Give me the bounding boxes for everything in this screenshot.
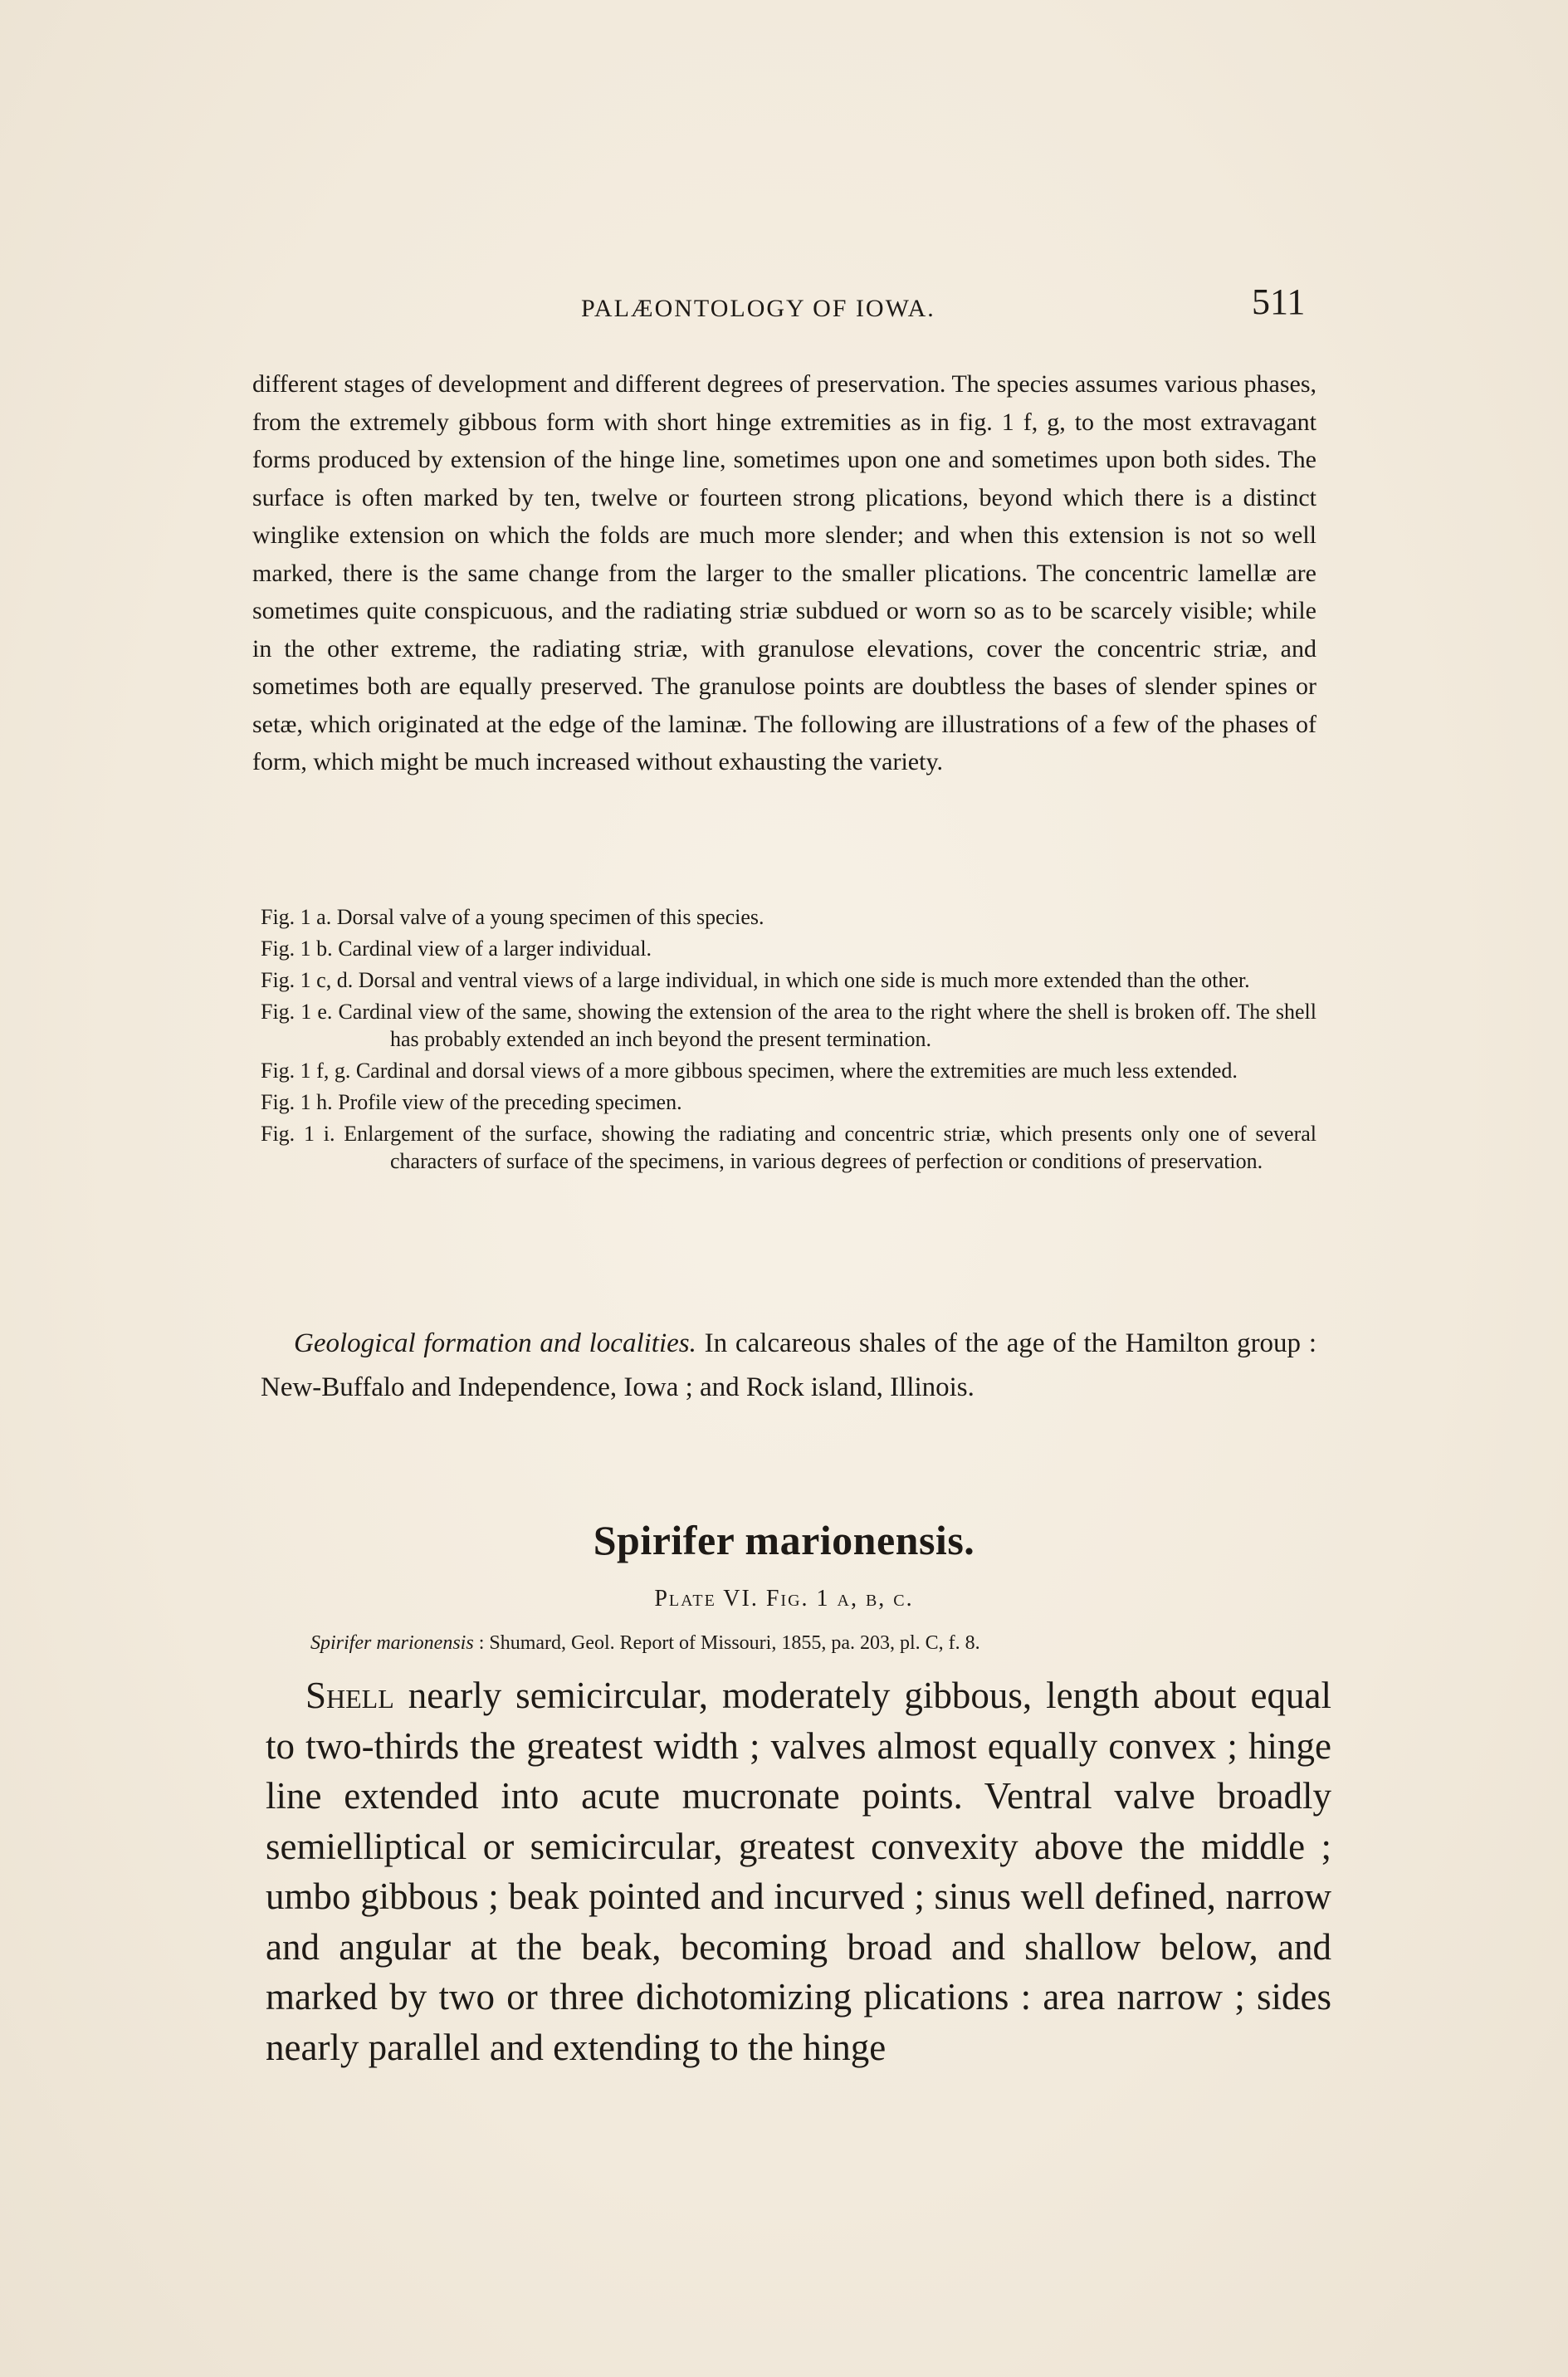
figure-text: Cardinal view of a larger individual. — [338, 937, 652, 961]
figure-text: Dorsal valve of a young specimen of this species. — [336, 905, 764, 929]
running-head: PALÆONTOLOGY OF IOWA. — [581, 295, 935, 322]
species-title: Spirifer marionensis. — [593, 1517, 975, 1563]
geology-text: In calcareous shales of the age of the Hamilton group : New-Buffalo and Independence, Iowa ; and Rock island, Illinois. — [261, 1328, 1316, 1402]
citation — [310, 1632, 1316, 1655]
geology-paragraph — [261, 1322, 1316, 1410]
figure-text: Cardinal and dorsal views of a more gibbous specimen, where the extremities are much less extended. — [355, 1059, 1238, 1083]
figure-caption — [261, 935, 1316, 962]
figure-label: Fig. 1 e. — [261, 1000, 333, 1024]
description-text: nearly semicircular, moderately gibbous, length about equal to two-thirds the greatest width ; valves almost equally convex ; hinge line extended into acute mucronate points. Ventral valve broadly semielliptical or semicircular, greatest convexity above the middle ; umbo gibbous ; beak pointed and incurved ; sinus well defined, narrow and angular at the beak, becoming broad and shallow below, and marked by two or three dichotomizing plications : area narrow ; sides nearly parallel and extending to the hinge — [266, 1675, 1331, 2068]
figure-caption — [261, 903, 1316, 931]
figure-caption — [261, 1057, 1316, 1084]
figure-label: Fig. 1 i. — [261, 1122, 335, 1146]
figure-text: Enlargement of the surface, showing the radiating and concentric striæ, which presents only one of several characters of surface of the specimens, in various degrees of perfection or conditions of preservation. — [344, 1122, 1317, 1173]
citation-reference: : Shumard, Geol. Report of Missouri, 1855, pa. 203, pl. C, f. 8. — [478, 1632, 980, 1654]
page-number: 511 — [1252, 281, 1306, 322]
plate-reference: Plate VI. Fig. 1 a, b, c. — [654, 1586, 914, 1612]
figure-caption — [261, 966, 1316, 994]
geology-lead: Geological formation and localities. — [294, 1328, 696, 1358]
figure-caption — [261, 998, 1316, 1053]
description-paragraph — [266, 1670, 1331, 2072]
figure-label: Fig. 1 a. — [261, 905, 332, 929]
figure-captions — [261, 903, 1316, 1179]
citation-name: Spirifer marionensis — [310, 1632, 474, 1654]
figure-caption — [261, 1088, 1316, 1116]
figure-text: Cardinal view of the same, showing the extension of the area to the right where the shell is broken off. The shell has probably extended an inch beyond the present termination. — [338, 1000, 1317, 1051]
figure-text: Profile view of the preceding specimen. — [338, 1090, 682, 1114]
figure-label: Fig. 1 b. — [261, 937, 333, 961]
figure-label: Fig. 1 h. — [261, 1090, 333, 1114]
figure-label: Fig. 1 c, d. — [261, 968, 354, 992]
description-lead: Shell — [305, 1675, 394, 1716]
figure-label: Fig. 1 f, g. — [261, 1059, 351, 1083]
intro-paragraph: different stages of development and different degrees of preservation. The species assumes various phases, from the extremely gibbous form with short hinge extremities as in fig. 1 f, g, to the most extravagant forms produced by extension of the hinge line, sometimes upon one and sometimes upon both sides. The surface is often marked by ten, twelve or fourteen strong plications, beyond which there is a distinct winglike extension on which the folds are much more slender; and when this extension is not so well marked, there is the same change from the larger to the smaller plications. The concentric lamellæ are sometimes quite conspicuous, and the radiating striæ subdued or worn so as to be scarcely visible; while in the other extreme, the radiating striæ, with granulose elevations, cover the concentric striæ, and sometimes both are equally preserved. The granulose points are doubtless the bases of slender spines or setæ, which originated at the edge of the laminæ. The following are illustrations of a few of the phases of form, which might be much increased without exhausting the variety. — [252, 370, 1316, 775]
figure-text: Dorsal and ventral views of a large individual, in which one side is much more extended than the other. — [358, 968, 1250, 992]
figure-caption — [261, 1120, 1316, 1175]
